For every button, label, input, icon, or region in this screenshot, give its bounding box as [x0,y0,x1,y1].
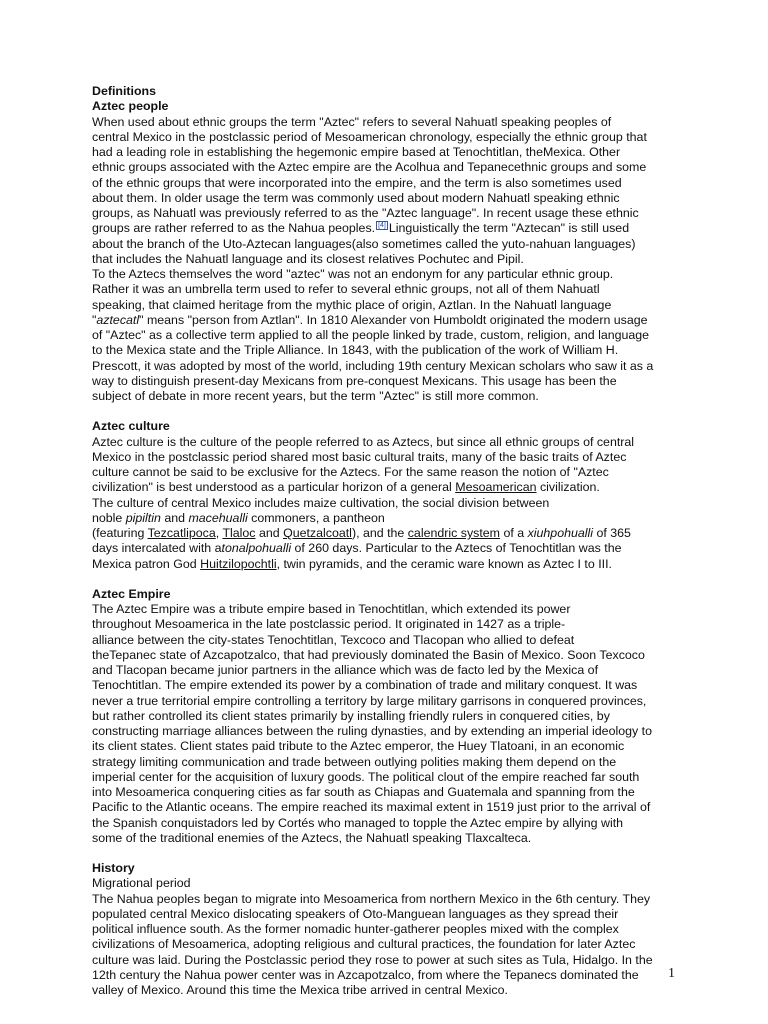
text-line [92,511,682,526]
tlaloc-link[interactable]: Tlaloc [222,526,256,540]
text-span: (featuring [92,526,148,540]
text-line: The culture of central Mexico includes maize cultivation, the social division between [92,495,550,510]
text-span: " means "person from Aztlan". In 1810 Alexander von Humboldt originated the modern usage [139,312,648,327]
text-line: way to distinguish present-day Mexicans from pre-conquest Mexicans. This usage has been the [92,373,617,388]
text-line: When used about ethnic groups the term "Aztec" refers to several Nahuatl speaking peoples of [92,114,612,129]
text-line [92,526,682,541]
text-line: constructing marriage alliances between the ruling dynasties, and by extending an imperial ideology to [92,724,652,738]
italic-term: aztecatl [96,312,140,327]
text-line: political influence south. As the former nomadic hunter-gatherer peoples mixed with the complex [92,922,619,936]
text-line: Rather it was an umbrella term used to refer to several ethnic groups, not all of them Nahuatl [92,282,600,297]
aztec-people-paragraph [92,115,682,405]
quetzalcoatl-link[interactable]: Quetzalcoatl [283,526,352,540]
text-line: of "Aztec" as a collective term applied to all the people linked by trade, custom, religion, and language [92,328,650,342]
text-line: culture was laid. During the Postclassic period they rose to power at such sites as Tula, Hidalgo. In the [92,952,653,967]
text-line: and Tlacopan became junior partners in the alliance which was de facto led by the Mexica of [92,663,599,677]
reference-link[interactable]: [4] [378,222,386,230]
italic-term: macehualli [188,510,248,525]
migrational-period-subheading: Migrational period [92,876,191,891]
text-span: ), and the [351,526,408,540]
text-line: Pacific to the Atlantic oceans. The empire reached its maximal extent in 1519 just prior to the arrival of [92,800,651,815]
calendric-system-link[interactable]: calendric system [407,526,501,540]
text-line: that includes the Nahuatl language and its closest relatives Pochutec and Pipil. [92,251,524,266]
aztec-people-heading: Aztec people [92,99,169,114]
text-line [92,221,682,236]
text-line: never a true territorial empire controlling a territory by large military garrisons in conquered provinces, [92,693,647,708]
text-line [92,557,682,572]
history-heading: History [92,861,135,875]
text-span: of a [500,526,528,540]
text-span: , twin pyramids, and the ceramic ware known as Aztec I to III. [276,556,612,571]
text-line: about them. In older usage the term was commonly used about modern Nahuatl speaking ethnic [92,190,620,205]
text-line: but rather controlled its client states primarily by installing friendly rulers in conquered cities, by [92,708,610,723]
page-number: 1 [668,966,675,981]
mesoamerican-link[interactable]: Mesoamerican [455,480,537,495]
text-line: populated central Mexico dislocating speakers of Oto-Manguean languages as they spread their [92,906,619,921]
aztec-empire-paragraph [92,602,682,846]
text-line: to the Mexica state and the Triple Alliance. In 1843, with the publication of the work of William H. [92,343,619,358]
text-line: imperial center for the acquisition of luxury goods. The political clout of the empire reached far south [92,769,640,784]
text-line: its client states. Client states paid tribute to the Aztec emperor, the Huey Tlatoani, in an economic [92,739,625,754]
huitzilopochtli-link[interactable]: Huitzilopochtli [200,556,277,571]
text-line: Tenochtitlan. The empire extended its power by a combination of trade and military conquest. It was [92,678,638,693]
history-paragraph [92,892,682,999]
text-span: and [255,526,284,540]
italic-term: xiuhpohualli [527,526,594,540]
text-line: alliance between the city-states Tenochtitlan, Texcoco and Tlacopan who allied to defeat [92,632,575,647]
text-line: the Spanish conquistadors led by Cortés who managed to topple the Aztec empire by allying with [92,815,624,830]
text-line: speaking, that claimed heritage from the mythic place of origin, Aztlan. In the Nahuatl language [92,297,612,312]
aztec-culture-heading: Aztec culture [92,419,170,434]
text-line: into Mesoamerica conquering cities as far south as Chiapas and Guatemala and spanning from the [92,785,635,799]
text-span: civilization. [536,480,600,495]
text-span: commoners, a pantheon [247,510,385,525]
text-line: groups, as Nahuatl was previously referred to as the "Aztec language". In recent usage these ethnic [92,206,639,220]
text-span: , [215,526,223,540]
text-span: noble [92,510,126,525]
text-line: culture cannot be said to be exclusive for the Aztecs. For the same reason the notion of "Aztec [92,465,609,479]
text-span: " [92,312,97,327]
text-line [92,480,682,495]
text-line [92,313,682,328]
aztec-empire-heading: Aztec Empire [92,586,171,601]
text-line: Prescott, it was adopted by most of the world, including 19th century Mexican scholars who saw it as a [92,358,654,373]
text-line: civilizations of Mesoamerica, adopting religious and cultural practices, the foundation for later Aztec [92,937,636,952]
text-line: central Mexico in the postclassic period of Mesoamerican chronology, especially the ethnic group that [92,129,647,144]
text-line: The Aztec Empire was a tribute empire based in Tenochtitlan, which extended its power [92,602,571,616]
text-line: theTepanec state of Azcapotzalco, that had previously dominated the Basin of Mexico. Soon Texcoco [92,647,645,662]
text-span: civilization" is best understood as a particular horizon of a general [92,480,456,495]
text-line: had a leading role in establishing the hegemonic empire based at Tenochtitlan, theMexica. Other [92,145,621,159]
text-line: To the Aztecs themselves the word "aztec" was not an endonym for any particular ethnic group. [92,267,614,281]
italic-term: tonalpohualli [221,541,292,556]
definitions-heading: Definitions [92,84,157,98]
text-line: 12th century the Nahua power center was in Azcapotzalco, from where the Tepanecs dominated the [92,967,639,982]
text-span: and [160,510,189,525]
text-line: The Nahua peoples began to migrate into Mesoamerica from northern Mexico in the 6th century. They [92,891,651,906]
text-span: Linguistically the term "Aztecan" is still used [388,221,630,236]
text-span: Mexica patron God [92,556,201,571]
text-line: Aztec culture is the culture of the people referred to as Aztecs, but since all ethnic groups of central [92,434,635,449]
text-span: groups are rather referred to as the Nahua peoples. [92,221,376,236]
text-line: some of the traditional enemies of the Aztecs, the Nahuatl speaking Tlaxcalteca. [92,830,532,845]
text-span: of 365 [593,526,631,540]
text-line: about the branch of the Uto-Aztecan languages(also sometimes called the yuto-nahuan languages) [92,236,636,251]
text-line: of the ethnic groups that were incorporated into the empire, and the term is also sometimes used [92,175,622,190]
text-line: strategy limiting communication and trade between outlying polities making them depend on the [92,754,617,769]
text-span: of 260 days. Particular to the Aztecs of Tenochtitlan was the [291,541,622,556]
text-line: ethnic groups associated with the Aztec empire are the Acolhua and Tepanecethnic groups and some [92,160,647,175]
aztec-culture-paragraph [92,435,682,572]
text-line: subject of debate in more recent years, but the term "Aztec" is still more common. [92,389,539,403]
text-line: throughout Mesoamerica in the late postclassic period. It originated in 1427 as a triple- [92,617,566,632]
text-span: days intercalated with a [92,541,222,556]
text-line: Mexico in the postclassic period shared most basic cultural traits, many of the basic traits of Aztec [92,449,627,464]
text-line: valley of Mexico. Around this time the Mexica tribe arrived in central Mexico. [92,983,508,997]
text-line [92,541,682,556]
italic-term: pipiltin [125,510,161,525]
tezcatlipoca-link[interactable]: Tezcatlipoca [147,526,216,540]
document-page [92,84,682,998]
